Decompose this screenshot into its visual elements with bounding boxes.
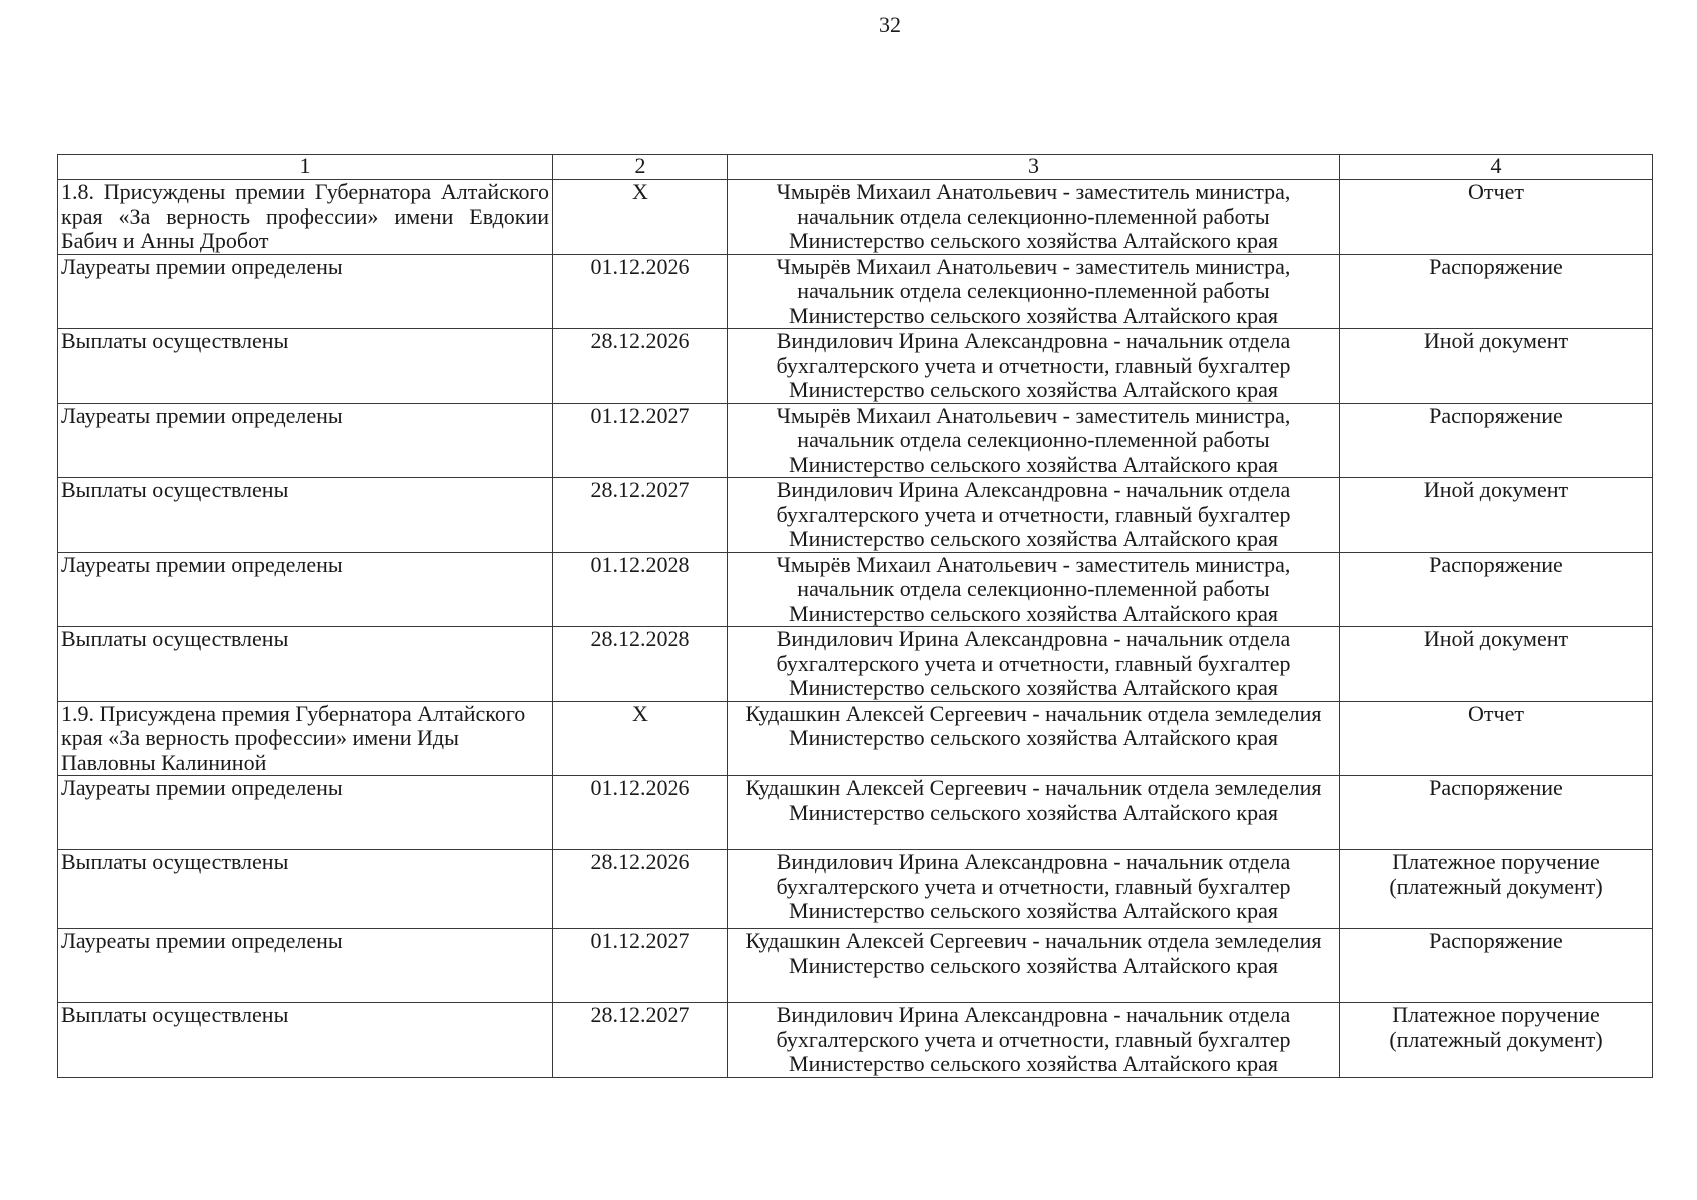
date-cell: 28.12.2026 [553, 329, 728, 404]
document-cell: Отчет [1340, 701, 1653, 776]
event-cell: Лауреаты премии определены [58, 929, 553, 1003]
date-cell: 01.12.2028 [553, 552, 728, 627]
document-cell: Распоряжение [1340, 929, 1653, 1003]
event-cell: Лауреаты премии определены [58, 403, 553, 478]
responsible-cell: Кудашкин Алексей Сергеевич - начальник отдела земледелия Министерство сельского хозяйства Алтайского края [728, 776, 1340, 850]
date-cell: 28.12.2027 [553, 1003, 728, 1078]
date-cell: X [553, 180, 728, 255]
event-cell: Лауреаты премии определены [58, 552, 553, 627]
document-cell: Платежное поручение (платежный документ) [1340, 850, 1653, 929]
event-cell: Выплаты осуществлены [58, 850, 553, 929]
table-row [58, 403, 1653, 478]
responsible-cell: Виндилович Ирина Александровна - начальник отдела бухгалтерского учета и отчетности, главный бухгалтер Министерство сельского хозяйства Алтайского края [728, 1003, 1340, 1078]
document-cell: Иной документ [1340, 329, 1653, 404]
column-header-3: 3 [728, 155, 1340, 180]
event-cell: Выплаты осуществлены [58, 478, 553, 553]
event-cell: 1.8. Присуждены премии Губернатора Алтайского края «За верность профессии» имени Евдокии Бабич и Анны Дробот [58, 180, 553, 255]
header-row [58, 155, 1653, 180]
document-cell: Платежное поручение (платежный документ) [1340, 1003, 1653, 1078]
event-cell: Выплаты осуществлены [58, 627, 553, 702]
document-cell: Распоряжение [1340, 552, 1653, 627]
column-header-2: 2 [553, 155, 728, 180]
event-cell: Выплаты осуществлены [58, 329, 553, 404]
responsible-cell: Виндилович Ирина Александровна - начальник отдела бухгалтерского учета и отчетности, главный бухгалтер Министерство сельского хозяйства Алтайского края [728, 627, 1340, 702]
date-cell: 28.12.2026 [553, 850, 728, 929]
date-cell: 01.12.2026 [553, 254, 728, 329]
table-row [58, 850, 1653, 929]
table-row [58, 776, 1653, 850]
table-row [58, 478, 1653, 553]
plan-table [57, 154, 1653, 1078]
responsible-cell: Виндилович Ирина Александровна - начальник отдела бухгалтерского учета и отчетности, главный бухгалтер Министерство сельского хозяйства Алтайского края [728, 478, 1340, 553]
table-row [58, 180, 1653, 255]
event-cell: Выплаты осуществлены [58, 1003, 553, 1078]
responsible-cell: Виндилович Ирина Александровна - начальник отдела бухгалтерского учета и отчетности, главный бухгалтер Министерство сельского хозяйства Алтайского края [728, 329, 1340, 404]
document-cell: Иной документ [1340, 627, 1653, 702]
column-header-4: 4 [1340, 155, 1653, 180]
table-row [58, 1003, 1653, 1078]
table-row [58, 552, 1653, 627]
table-row [58, 627, 1653, 702]
date-cell: 28.12.2027 [553, 478, 728, 553]
responsible-cell: Чмырёв Михаил Анатольевич - заместитель министра, начальник отдела селекционно-племенной работы Министерство сельского хозяйства Алтайского края [728, 552, 1340, 627]
table-row [58, 701, 1653, 776]
responsible-cell: Кудашкин Алексей Сергеевич - начальник отдела земледелия Министерство сельского хозяйства Алтайского края [728, 929, 1340, 1003]
date-cell: 01.12.2027 [553, 929, 728, 1003]
responsible-cell: Чмырёв Михаил Анатольевич - заместитель министра, начальник отдела селекционно-племенной работы Министерство сельского хозяйства Алтайского края [728, 180, 1340, 255]
event-cell: 1.9. Присуждена премия Губернатора Алтайского края «За верность профессии» имени Иды Павловны Калининой [58, 701, 553, 776]
responsible-cell: Кудашкин Алексей Сергеевич - начальник отдела земледелия Министерство сельского хозяйства Алтайского края [728, 701, 1340, 776]
page-number: 32 [879, 12, 901, 37]
event-cell: Лауреаты премии определены [58, 254, 553, 329]
date-cell: 01.12.2026 [553, 776, 728, 850]
date-cell: X [553, 701, 728, 776]
document-cell: Распоряжение [1340, 776, 1653, 850]
responsible-cell: Чмырёв Михаил Анатольевич - заместитель министра, начальник отдела селекционно-племенной работы Министерство сельского хозяйства Алтайского края [728, 403, 1340, 478]
document-cell: Иной документ [1340, 478, 1653, 553]
table-header [58, 155, 1653, 180]
table-row [58, 254, 1653, 329]
event-cell: Лауреаты премии определены [58, 776, 553, 850]
column-header-1: 1 [58, 155, 553, 180]
responsible-cell: Виндилович Ирина Александровна - начальник отдела бухгалтерского учета и отчетности, главный бухгалтер Министерство сельского хозяйства Алтайского края [728, 850, 1340, 929]
responsible-cell: Чмырёв Михаил Анатольевич - заместитель министра, начальник отдела селекционно-племенной работы Министерство сельского хозяйства Алтайского края [728, 254, 1340, 329]
date-cell: 01.12.2027 [553, 403, 728, 478]
document-cell: Отчет [1340, 180, 1653, 255]
document-cell: Распоряжение [1340, 254, 1653, 329]
date-cell: 28.12.2028 [553, 627, 728, 702]
table-row [58, 329, 1653, 404]
table-body [58, 180, 1653, 1078]
document-cell: Распоряжение [1340, 403, 1653, 478]
table-row [58, 929, 1653, 1003]
